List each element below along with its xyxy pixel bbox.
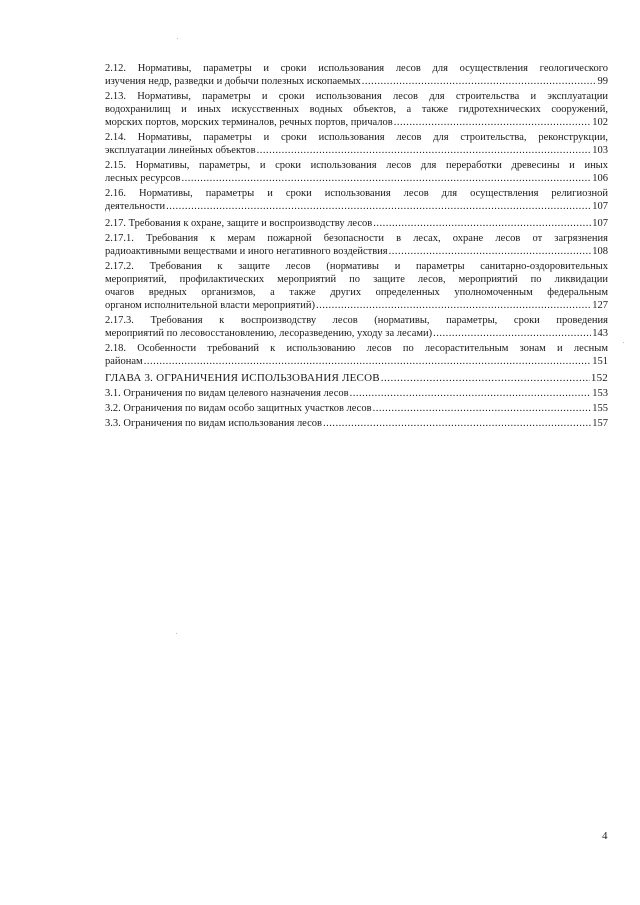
dot-leader xyxy=(373,402,592,415)
toc-page-number: 127 xyxy=(592,300,608,311)
toc-entry xyxy=(105,187,608,213)
toc-entry-line: 2.16. Нормативы, параметры и сроки использования лесов для осуществления религиозной xyxy=(105,188,608,199)
toc-entry-title: районам xyxy=(105,356,143,367)
toc-entry-line: 2.18. Особенности требований к использованию лесов по лесорастительным зонам и лесным xyxy=(105,343,608,354)
toc-entry xyxy=(105,232,608,258)
toc-entry xyxy=(105,62,608,88)
toc-entry xyxy=(105,417,608,430)
toc-page-number: 107 xyxy=(592,218,608,229)
toc-entry-title: органом исполнительной власти мероприятий) xyxy=(105,300,315,311)
toc-entry xyxy=(105,131,608,157)
toc-entry-line: 2.17.3. Требования к воспроизводству лесов (нормативы, параметры, сроки проведения xyxy=(105,315,608,326)
toc-page-number: 151 xyxy=(592,356,608,367)
toc-entry-last-line xyxy=(105,372,608,385)
toc-entry xyxy=(105,314,608,340)
dot-leader xyxy=(144,355,592,368)
scan-speck xyxy=(177,38,178,39)
dot-leader xyxy=(181,172,591,185)
toc-chapter-entry xyxy=(105,372,608,385)
toc-entry-last-line xyxy=(105,75,608,88)
toc-entry-title: деятельности xyxy=(105,201,166,212)
toc-page-number: 106 xyxy=(592,173,608,184)
toc-entry-title: радиоактивными веществами и иного негативного воздействия xyxy=(105,246,388,257)
toc-page-number: 99 xyxy=(597,76,608,87)
toc-entry-last-line xyxy=(105,200,608,213)
toc-entry xyxy=(105,90,608,129)
toc-entry-last-line xyxy=(105,299,608,312)
dot-leader xyxy=(381,372,590,385)
toc-page-number: 107 xyxy=(592,201,608,212)
toc-entry-line: 2.17.2. Требования к защите лесов (нормативы и параметры санитарно-оздоровительных xyxy=(105,261,608,272)
toc-entry-line: 2.17.1. Требования к мерам пожарной безопасности в лесах, охране лесов от загрязнения xyxy=(105,233,608,244)
toc-entry-title: мероприятий по лесовосстановлению, лесоразведению, уходу за лесами) xyxy=(105,328,433,339)
toc-entry-title: 2.17. Требования к охране, защите и воспроизводству лесов xyxy=(105,218,373,229)
dot-leader xyxy=(373,217,591,230)
toc-entry-last-line xyxy=(105,402,608,415)
dot-leader xyxy=(166,200,591,213)
toc-entry-title: изучения недр, разведки и добычи полезных ископаемых xyxy=(105,76,361,87)
toc-entry xyxy=(105,402,608,415)
toc-entry-last-line xyxy=(105,245,608,258)
toc-entry-line: 2.12. Нормативы, параметры и сроки использования лесов для осуществления геологического xyxy=(105,63,608,74)
toc-entry xyxy=(105,387,608,400)
scan-speck xyxy=(623,342,624,343)
toc-entry xyxy=(105,217,608,230)
toc-entry-line: очагов вредных организмов, а также других определенных уполномоченным федеральным xyxy=(105,287,608,298)
toc-entry xyxy=(105,342,608,368)
dot-leader xyxy=(362,75,597,88)
toc-page-number: 155 xyxy=(592,403,608,414)
toc-entry-line: мероприятий, профилактических мероприятий по защите лесов, мероприятий по ликвидации xyxy=(105,274,608,285)
toc-entry xyxy=(105,159,608,185)
toc-entry-last-line xyxy=(105,144,608,157)
dot-leader xyxy=(433,327,591,340)
toc-page-number: 108 xyxy=(592,246,608,257)
toc-entry-line: 2.14. Нормативы, параметры и сроки использования лесов для строительства, реконструкции, xyxy=(105,132,608,143)
toc-entry-last-line xyxy=(105,387,608,400)
dot-leader xyxy=(389,245,592,258)
toc-entry-title: 3.3. Ограничения по видам использования лесов xyxy=(105,418,322,429)
toc-entry-last-line xyxy=(105,327,608,340)
toc-entry-title: эксплуатации линейных объектов xyxy=(105,145,256,156)
dot-leader xyxy=(323,417,591,430)
toc-entry-line: 2.13. Нормативы, параметры и сроки использования лесов для строительства и эксплуатации xyxy=(105,91,608,102)
dot-leader xyxy=(316,299,591,312)
toc-entry-title: лесных ресурсов xyxy=(105,173,181,184)
toc-entry-title: 3.2. Ограничения по видам особо защитных участков лесов xyxy=(105,403,372,414)
toc-entry-title: ГЛАВА 3. ОГРАНИЧЕНИЯ ИСПОЛЬЗОВАНИЯ ЛЕСОВ xyxy=(105,372,380,384)
toc-page-number: 152 xyxy=(590,372,608,384)
dot-leader xyxy=(257,144,592,157)
toc-entry-last-line xyxy=(105,417,608,430)
toc-entry-title: 3.1. Ограничения по видам целевого назначения лесов xyxy=(105,388,349,399)
dot-leader xyxy=(394,116,592,129)
dot-leader xyxy=(350,387,592,400)
toc-entry-title: морских портов, морских терминалов, речных портов, причалов xyxy=(105,117,393,128)
toc-entry-last-line xyxy=(105,116,608,129)
toc-entry xyxy=(105,260,608,312)
toc-entry-last-line xyxy=(105,172,608,185)
toc-entry-line: водохранилищ и иных искусственных водных объектов, а также гидротехнических сооружений, xyxy=(105,104,608,115)
toc-page-number: 102 xyxy=(592,117,608,128)
toc-page-number: 157 xyxy=(592,418,608,429)
page-number: 4 xyxy=(602,830,608,842)
toc-page-number: 143 xyxy=(592,328,608,339)
toc-entry-last-line xyxy=(105,355,608,368)
toc-page-number: 103 xyxy=(592,145,608,156)
toc-entry-line: 2.15. Нормативы, параметры, и сроки использования лесов для переработки древесины и иных xyxy=(105,160,608,171)
scan-speck xyxy=(176,633,177,634)
toc-entry-last-line xyxy=(105,217,608,230)
table-of-contents xyxy=(105,62,608,432)
toc-page-number: 153 xyxy=(592,388,608,399)
